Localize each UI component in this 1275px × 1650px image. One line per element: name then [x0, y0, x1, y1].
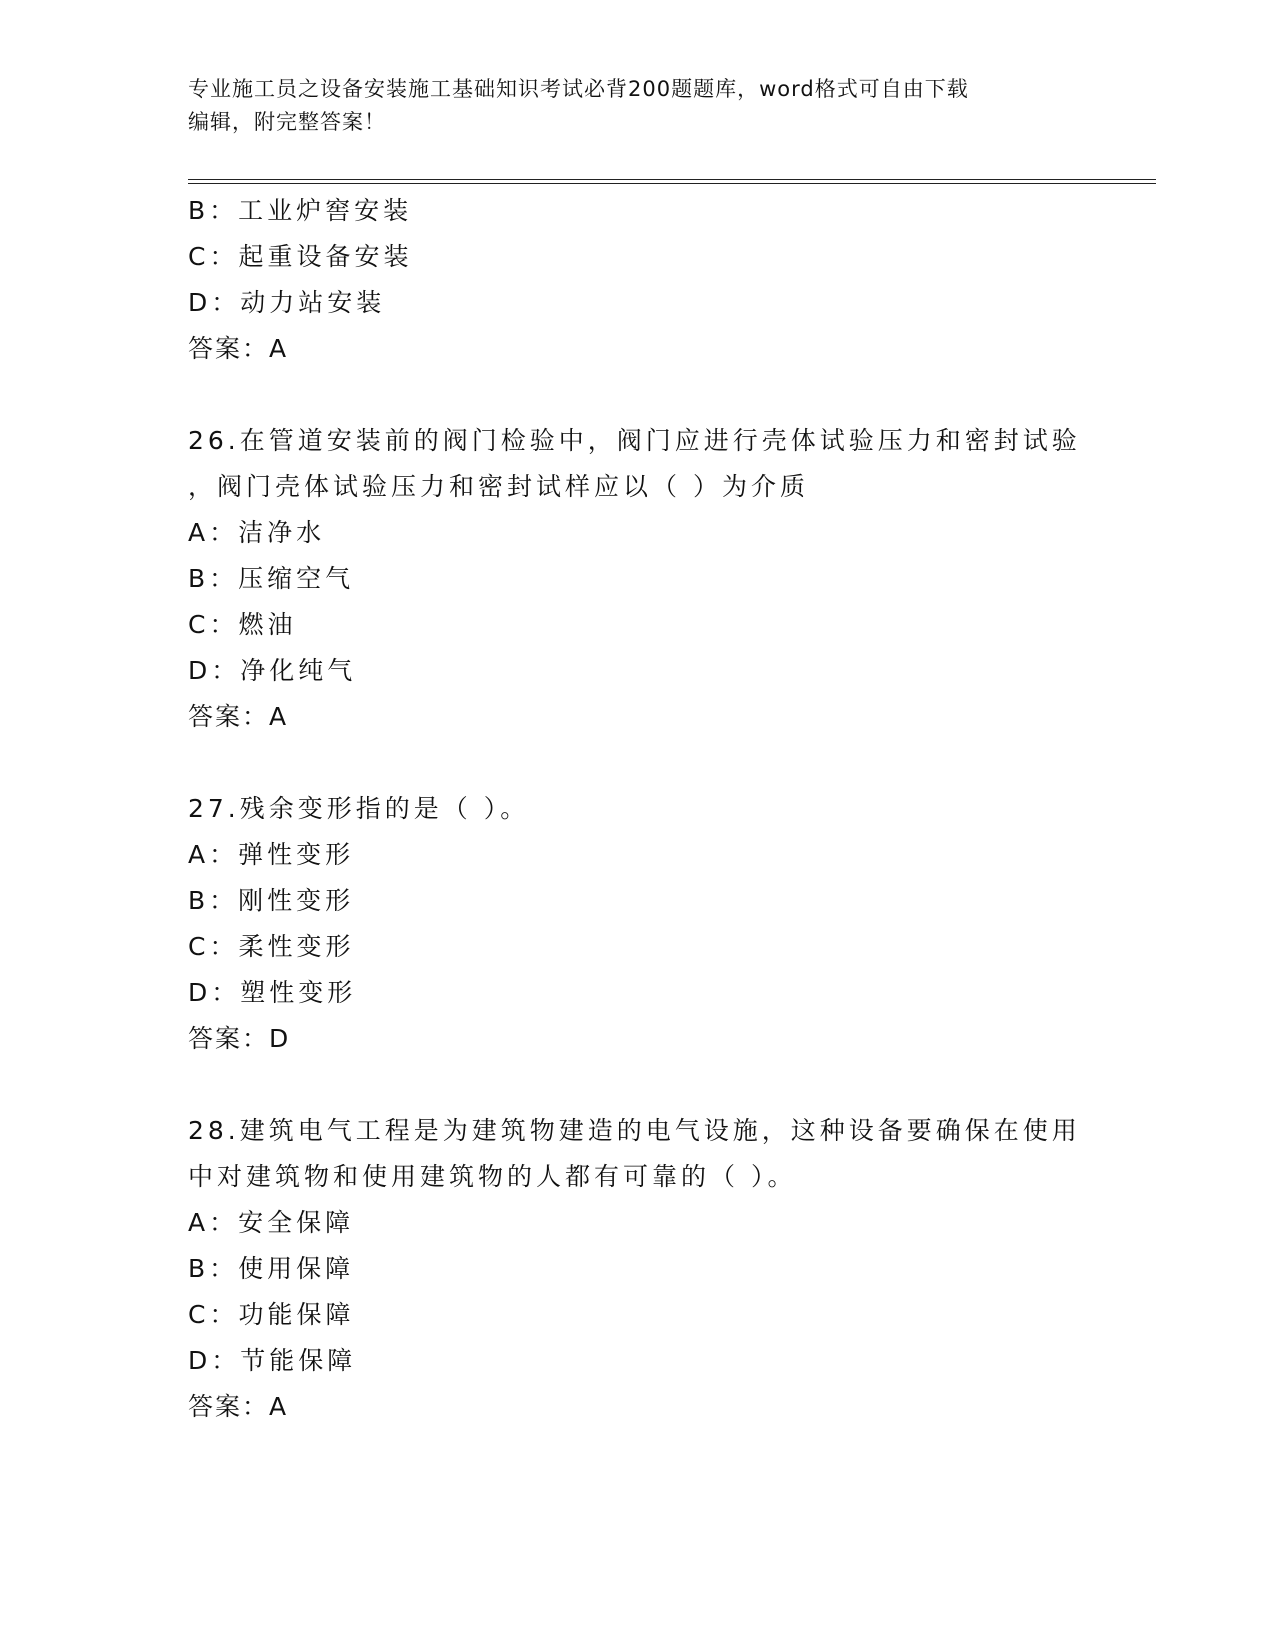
- option-b: B：使用保障: [188, 1254, 355, 1283]
- document-header: [188, 73, 1088, 139]
- question-25-tail: [188, 188, 1088, 372]
- option-a: A：安全保障: [188, 1208, 355, 1237]
- answer-line: 答案：D: [188, 1024, 291, 1053]
- option-b: B：压缩空气: [188, 564, 355, 593]
- question-text-line-1: 27.残余变形指的是（ ）。: [188, 794, 530, 823]
- question-text-line-1: 26.在管道安装前的阀门检验中，阀门应进行壳体试验压力和密封试验: [188, 426, 1081, 455]
- question-text-line-2: ，阀门壳体试验压力和密封试样应以（ ）为介质: [188, 472, 809, 501]
- question-text-line-2: 中对建筑物和使用建筑物的人都有可靠的（ ）。: [188, 1162, 797, 1191]
- answer-line: 答案：A: [188, 702, 289, 731]
- option-a: A：弹性变形: [188, 840, 355, 869]
- option-c: C：起重设备安装: [188, 242, 413, 271]
- answer-line: 答案：A: [188, 334, 289, 363]
- option-d: D：净化纯气: [188, 656, 357, 685]
- option-c: C：功能保障: [188, 1300, 355, 1329]
- question-28: [188, 1108, 1088, 1430]
- option-c: C：柔性变形: [188, 932, 355, 961]
- question-27: [188, 786, 1088, 1062]
- option-d: D：塑性变形: [188, 978, 357, 1007]
- header-divider: [188, 179, 1156, 184]
- option-a: A：洁净水: [188, 518, 326, 547]
- option-d: D：节能保障: [188, 1346, 357, 1375]
- option-d: D：动力站安装: [188, 288, 386, 317]
- header-line-2: 编辑，附完整答案！: [188, 110, 386, 134]
- option-b: B：刚性变形: [188, 886, 355, 915]
- header-line-1: 专业施工员之设备安装施工基础知识考试必背200题题库，word格式可自由下载: [188, 77, 969, 101]
- option-c: C：燃油: [188, 610, 297, 639]
- question-26: [188, 418, 1088, 740]
- answer-line: 答案：A: [188, 1392, 289, 1421]
- option-b: B：工业炉窖安装: [188, 196, 413, 225]
- document-body: [188, 188, 1088, 1430]
- question-text-line-1: 28.建筑电气工程是为建筑物建造的电气设施，这种设备要确保在使用: [188, 1116, 1081, 1145]
